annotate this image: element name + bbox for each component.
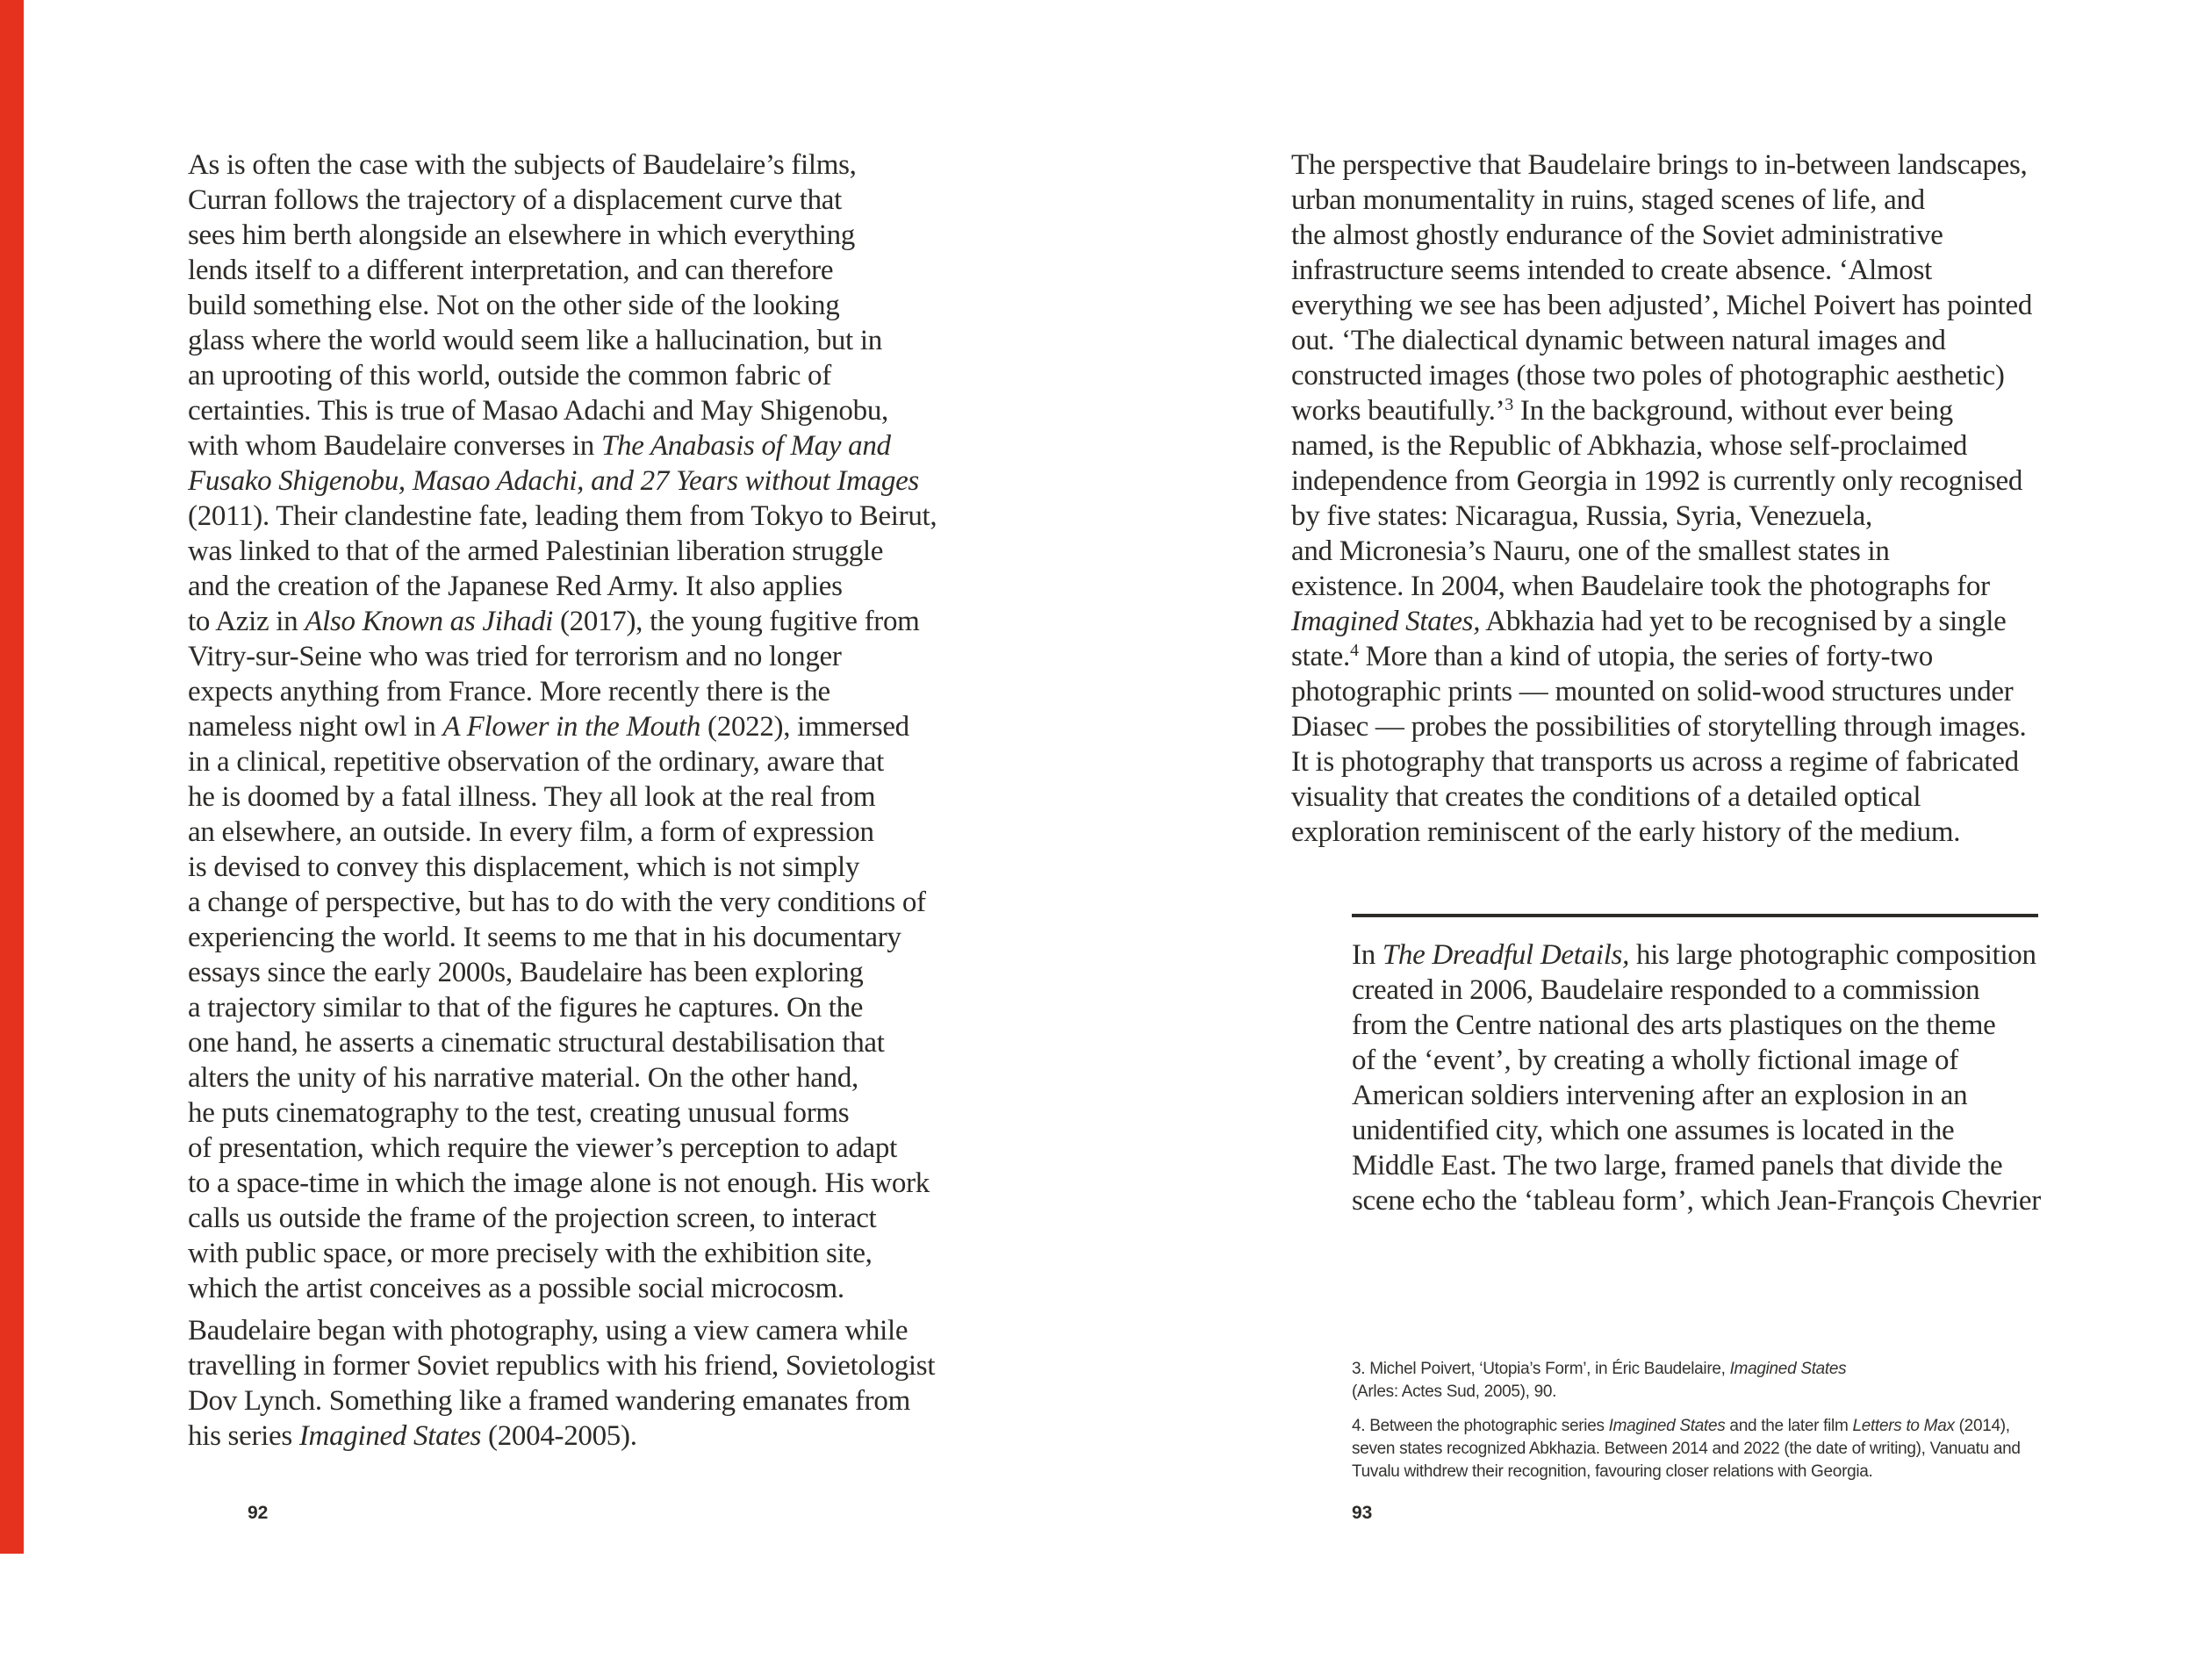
text-line [188, 674, 937, 709]
text-segment: seven states recognized Abkhazia. Between 2014 and 2022 (the date of writing), Vanuatu and [1352, 1440, 2021, 1458]
text-segment: expects anything from France. More recently there is the [188, 676, 830, 707]
text-line [1352, 1078, 2041, 1113]
text-line [1291, 253, 2032, 288]
text-line [1291, 323, 2032, 358]
text-segment: and Micronesia’s Nauru, one of the smallest states in [1291, 535, 1890, 567]
text-line [188, 288, 937, 323]
text-segment: constructed images (those two poles of photographic aesthetic) [1291, 360, 2005, 391]
footnote-4 [1352, 1415, 2021, 1483]
red-edge-strip [0, 0, 24, 1554]
text-line [188, 1025, 937, 1060]
text-line [188, 428, 937, 463]
text-line [1352, 1438, 2021, 1461]
text-segment: an uprooting of this world, outside the common fabric of [188, 360, 831, 391]
italic-text: Fusako Shigenobu, Masao Adachi, and 27 Years without Images [188, 465, 919, 497]
text-line [188, 1166, 937, 1201]
text-line [188, 709, 937, 744]
text-line [188, 323, 937, 358]
italic-text: The Dreadful Details, [1382, 939, 1630, 971]
text-segment: created in 2006, Baudelaire responded to a commission [1352, 974, 1980, 1006]
text-line [188, 1236, 937, 1271]
text-segment: As is often the case with the subjects of Baudelaire’s films, [188, 149, 857, 181]
text-segment: which the artist conceives as a possible social microcosm. [188, 1273, 844, 1304]
text-segment: a trajectory similar to that of the figures he captures. On the [188, 992, 864, 1023]
text-line [1291, 463, 2032, 499]
text-segment: was linked to that of the armed Palestinian liberation struggle [188, 535, 884, 567]
text-segment: (2022), immersed [700, 711, 909, 743]
text-segment: and the creation of the Japanese Red Army. It also applies [188, 571, 843, 602]
footnote-3 [1352, 1358, 1846, 1404]
text-segment: named, is the Republic of Abkhazia, whose self-proclaimed [1291, 430, 1968, 462]
footnote-marker: 3 [1505, 395, 1513, 414]
text-segment: nameless night owl in [188, 711, 443, 743]
text-segment: to Aziz in [188, 606, 305, 637]
text-segment: photographic prints — mounted on solid-wood structures under [1291, 676, 2014, 707]
text-line [1352, 1461, 2021, 1483]
text-line [188, 1201, 937, 1236]
footnote-marker: 4 [1349, 641, 1359, 660]
text-line [188, 1271, 937, 1306]
text-line [188, 218, 937, 253]
text-line [188, 639, 937, 674]
text-line [1352, 1008, 2041, 1043]
text-segment: he is doomed by a fatal illness. They all look at the real from [188, 781, 876, 813]
text-line [1291, 569, 2032, 604]
text-segment: out. ‘The dialectical dynamic between natural images and [1291, 325, 1946, 356]
page-number-93: 93 [1352, 1503, 1373, 1523]
italic-text: Imagined States [1729, 1360, 1847, 1378]
text-line [188, 358, 937, 393]
text-line [1291, 604, 2032, 639]
section-divider-rule [1352, 914, 2038, 917]
page-number-92: 92 [248, 1503, 269, 1523]
text-segment: exploration reminiscent of the early history of the medium. [1291, 816, 1961, 848]
text-line [1291, 744, 2032, 779]
text-segment: (Arles: Actes Sud, 2005), 90. [1352, 1382, 1557, 1401]
left-page-paragraph-2 [188, 1313, 935, 1454]
text-line [1291, 288, 2032, 323]
text-segment: experiencing the world. It seems to me that in his documentary [188, 922, 901, 953]
italic-text: Letters to Max [1852, 1417, 1955, 1435]
text-segment: In the background, without ever being [1512, 395, 1953, 427]
text-segment: works beautifully.’ [1291, 395, 1505, 427]
text-line [1352, 1415, 2021, 1438]
text-segment: unidentified city, which one assumes is located in the [1352, 1115, 1955, 1146]
text-segment: certainties. This is true of Masao Adachi and May Shigenobu, [188, 395, 888, 427]
text-line [1291, 534, 2032, 569]
text-line [188, 393, 937, 428]
text-segment: with whom Baudelaire converses in [188, 430, 601, 462]
text-line [188, 815, 937, 850]
text-line [1291, 815, 2032, 850]
text-segment: (2014), [1954, 1417, 2010, 1435]
text-line [188, 183, 937, 218]
text-line [1291, 183, 2032, 218]
text-segment: existence. In 2004, when Baudelaire took the photographs for [1291, 571, 1990, 602]
text-segment: is devised to convey this displacement, which is not simply [188, 851, 860, 883]
right-page-quote-block [1352, 937, 2041, 1218]
text-segment: sees him berth alongside an elsewhere in which everything [188, 219, 855, 251]
text-segment: (2011). Their clandestine fate, leading them from Tokyo to Beirut, [188, 500, 937, 532]
text-segment: Vitry-sur-Seine who was tried for terrorism and no longer [188, 641, 842, 672]
text-segment: state. [1291, 641, 1350, 672]
text-segment: and the later film [1725, 1417, 1853, 1435]
text-segment: visuality that creates the conditions of a detailed optical [1291, 781, 1921, 813]
text-segment: The perspective that Baudelaire brings to in-between landscapes, [1291, 149, 2028, 181]
text-segment: Middle East. The two large, framed panels that divide the [1352, 1150, 2003, 1181]
text-segment: (2017), the young fugitive from [553, 606, 920, 637]
italic-text: Imagined States [298, 1420, 482, 1452]
text-line [1352, 1148, 2041, 1183]
text-segment: calls us outside the frame of the projection screen, to interact [188, 1203, 877, 1234]
text-segment: scene echo the ‘tableau form’, which Jean-François Chevrier [1352, 1185, 2041, 1217]
text-segment: Baudelaire began with photography, using a view camera while [188, 1315, 908, 1347]
text-line [188, 779, 937, 815]
text-segment: 4. Between the photographic series [1352, 1417, 1609, 1435]
text-segment: the almost ghostly endurance of the Soviet administrative [1291, 219, 1943, 251]
text-segment: of the ‘event’, by creating a wholly fictional image of [1352, 1045, 1958, 1076]
text-line [1291, 218, 2032, 253]
text-line [188, 534, 937, 569]
text-line [1291, 147, 2032, 183]
text-line [188, 885, 937, 920]
text-segment: travelling in former Soviet republics with his friend, Sovietologist [188, 1350, 936, 1382]
text-segment: from the Centre national des arts plastiques on the theme [1352, 1009, 1996, 1041]
text-segment: More than a kind of utopia, the series of forty-two [1358, 641, 1933, 672]
text-line [1291, 393, 2032, 428]
text-line [188, 463, 937, 499]
text-line [188, 1095, 937, 1131]
text-segment: Abkhazia had yet to be recognised by a single [1480, 606, 2007, 637]
italic-text: Imagined States, [1291, 606, 1481, 637]
text-segment: to a space-time in which the image alone is not enough. His work [188, 1167, 930, 1199]
text-segment: lends itself to a different interpretation, and can therefore [188, 255, 834, 286]
text-segment: American soldiers intervening after an explosion in an [1352, 1080, 1968, 1111]
text-segment: an elsewhere, an outside. In every film, a form of expression [188, 816, 874, 848]
text-line [1352, 1381, 1846, 1404]
text-segment: a change of perspective, but has to do with the very conditions of [188, 887, 926, 918]
text-line [1291, 709, 2032, 744]
text-segment: everything we see has been adjusted’, Michel Poivert has pointed [1291, 290, 2033, 321]
text-segment: independence from Georgia in 1992 is currently only recognised [1291, 465, 2023, 497]
text-segment: with public space, or more precisely with the exhibition site, [188, 1238, 873, 1269]
text-line [1291, 358, 2032, 393]
text-line [1291, 499, 2032, 534]
text-segment: It is photography that transports us across a regime of fabricated [1291, 746, 2019, 778]
text-line [188, 1131, 937, 1166]
text-line [188, 604, 937, 639]
text-line [1352, 1183, 2041, 1218]
text-segment: by five states: Nicaragua, Russia, Syria, Venezuela, [1291, 500, 1872, 532]
text-line [1352, 1113, 2041, 1148]
text-segment: In [1352, 939, 1382, 971]
text-line [188, 1383, 935, 1418]
text-line [1291, 639, 2032, 674]
text-line [188, 955, 937, 990]
left-page-paragraph-1 [188, 147, 937, 1306]
italic-text: A Flower in the Mouth [442, 711, 701, 743]
text-line [1291, 428, 2032, 463]
text-segment: essays since the early 2000s, Baudelaire has been exploring [188, 957, 864, 988]
text-line [188, 850, 937, 885]
text-segment: Dov Lynch. Something like a framed wandering emanates from [188, 1385, 910, 1417]
text-segment: 3. Michel Poivert, ‘Utopia’s Form’, in Éric Baudelaire, [1352, 1360, 1730, 1378]
text-segment: build something else. Not on the other side of the looking [188, 290, 840, 321]
text-line [188, 920, 937, 955]
text-segment: one hand, he asserts a cinematic structural destabilisation that [188, 1027, 885, 1059]
italic-text: The Anabasis of May and [600, 430, 891, 462]
text-segment: glass where the world would seem like a hallucination, but in [188, 325, 882, 356]
text-line [188, 569, 937, 604]
right-page-paragraph-1 [1291, 147, 2032, 850]
text-segment: urban monumentality in ruins, staged scenes of life, and [1291, 184, 1925, 216]
text-segment: infrastructure seems intended to create absence. ‘Almost [1291, 255, 1932, 286]
text-segment: Tuvalu withdrew their recognition, favouring closer relations with Georgia. [1352, 1462, 1873, 1481]
text-line [188, 1418, 935, 1454]
text-line [1352, 1358, 1846, 1381]
text-line [1352, 973, 2041, 1008]
text-line [188, 744, 937, 779]
text-segment: (2004-2005). [481, 1420, 637, 1452]
italic-text: Imagined States [1608, 1417, 1726, 1435]
text-segment: his large photographic composition [1629, 939, 2036, 971]
text-line [188, 499, 937, 534]
text-line [188, 1348, 935, 1383]
text-segment: his series [188, 1420, 299, 1452]
text-line [188, 1060, 937, 1095]
text-line [188, 147, 937, 183]
text-line [1291, 674, 2032, 709]
text-segment: of presentation, which require the viewer’s perception to adapt [188, 1132, 897, 1164]
text-line [188, 253, 937, 288]
text-line [1291, 779, 2032, 815]
text-segment: Diasec — probes the possibilities of storytelling through images. [1291, 711, 2027, 743]
text-segment: he puts cinematography to the test, creating unusual forms [188, 1097, 850, 1129]
text-segment: alters the unity of his narrative material. On the other hand, [188, 1062, 858, 1094]
text-segment: in a clinical, repetitive observation of the ordinary, aware that [188, 746, 884, 778]
text-line [1352, 937, 2041, 973]
text-line [188, 990, 937, 1025]
text-segment: Curran follows the trajectory of a displacement curve that [188, 184, 842, 216]
text-line [1352, 1043, 2041, 1078]
text-line [188, 1313, 935, 1348]
italic-text: Also Known as Jihadi [305, 606, 554, 637]
